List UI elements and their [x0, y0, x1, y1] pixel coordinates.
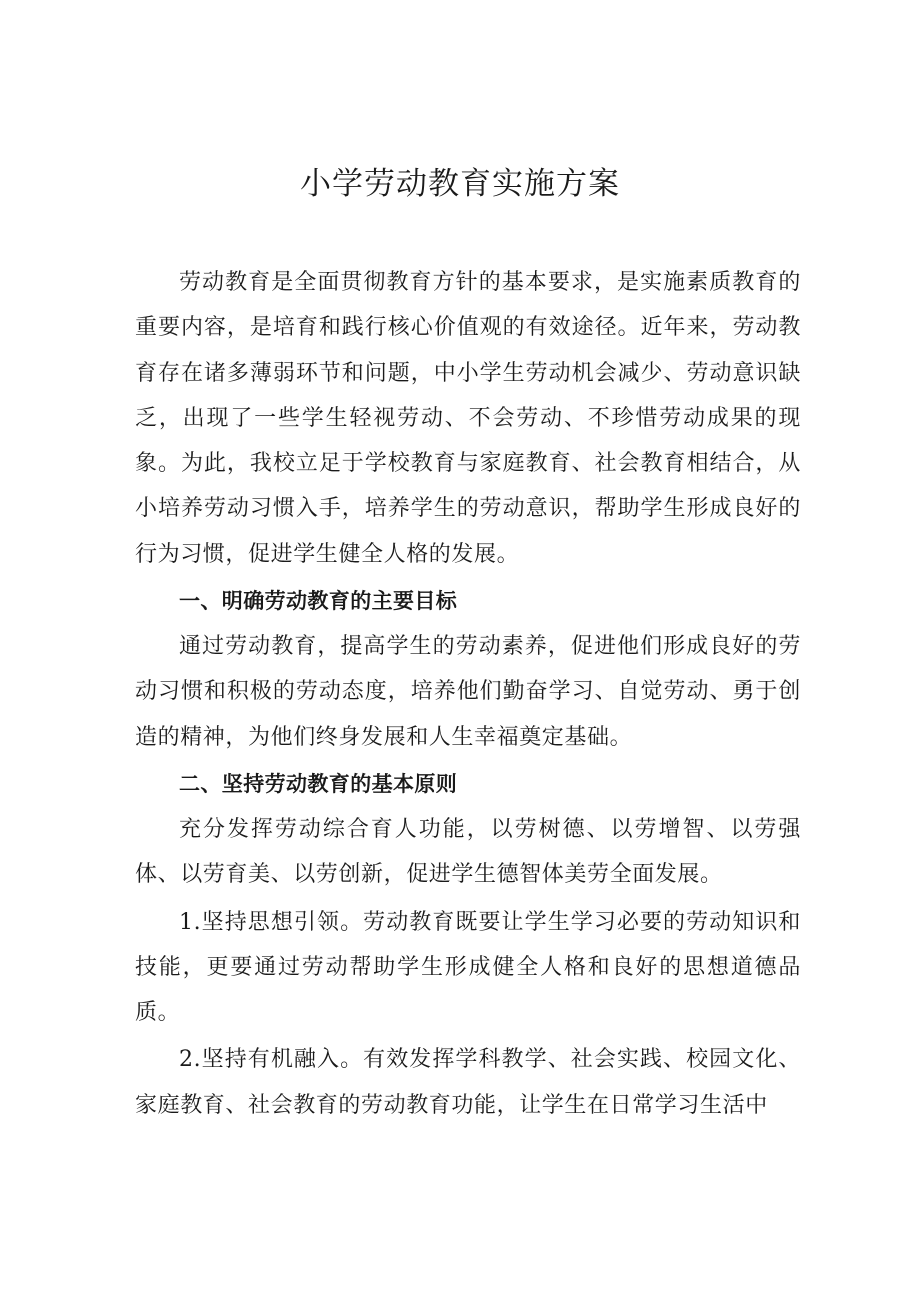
- document-title: 小学劳动教育实施方案: [300, 166, 620, 202]
- section-heading-goals: 一、明确劳动教育的主要目标: [179, 589, 458, 614]
- intro-paragraph: 劳动教育是全面贯彻教育方针的基本要求，是实施素质教育的重要内容，是培育和践行核心价值观的有效途径。近年来，劳动教育存在诸多薄弱环节和问题，中小学生劳动机会减少、劳动意识缺乏，出现了一些学生轻视劳动、不会劳动、不珍惜劳动成果的现象。为此，我校立足于学校教育与家庭教育、社会教育相结合，从小培养劳动习惯入手，培养学生的劳动意识，帮助学生形成良好的行为习惯，促进学生健全人格的发展。: [135, 270, 801, 567]
- principle-item-2: 2.坚持有机融入。有效发挥学科教学、社会实践、校园文化、家庭教育、社会教育的劳动教育功能，让学生在日常学习生活中: [135, 1047, 801, 1118]
- document-body: [135, 260, 801, 1128]
- principles-paragraph: 充分发挥劳动综合育人功能，以劳树德、以劳增智、以劳强体、以劳育美、以劳创新，促进学生德智体美劳全面发展。: [135, 816, 801, 888]
- section-heading-principles: 二、坚持劳动教育的基本原则: [179, 771, 458, 796]
- principle-item-1: 1.坚持思想引领。劳动教育既要让学生学习必要的劳动知识和技能，更要通过劳动帮助学生形成健全人格和良好的思想道德品质。: [135, 909, 801, 1026]
- goals-paragraph: 通过劳动教育，提高学生的劳动素养，促进他们形成良好的劳动习惯和积极的劳动态度，培养他们勤奋学习、自觉劳动、勇于创造的精神，为他们终身发展和人生幸福奠定基础。: [135, 634, 801, 750]
